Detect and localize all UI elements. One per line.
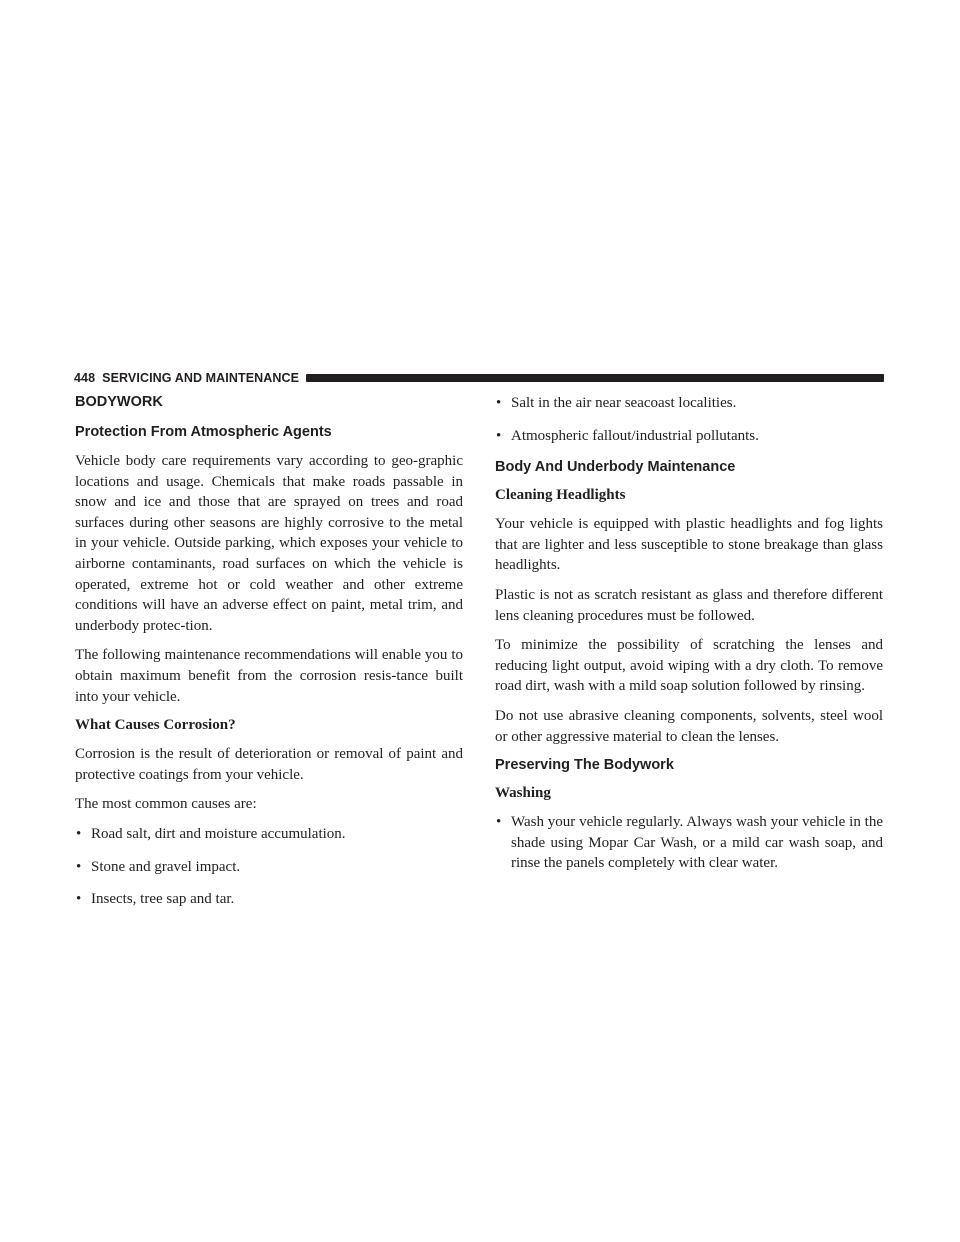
subsection-title: Preserving The Bodywork xyxy=(495,757,674,774)
list-item: • Insects, tree sap and tar. xyxy=(75,889,463,910)
paragraph: The most common causes are: xyxy=(75,796,257,813)
right-column xyxy=(495,393,883,886)
bullet-icon: • xyxy=(76,891,82,908)
paragraph: To minimize the possibility of scratching the lenses and reducing light output, avoid wiping with a dry cloth. To remove road dirt, wash with a mild soap solution followed by rinsing. xyxy=(495,637,883,695)
bullet-list xyxy=(495,812,883,874)
left-column xyxy=(75,393,463,922)
bullet-icon: • xyxy=(76,825,82,842)
list-item: • Road salt, dirt and moisture accumulation. xyxy=(75,824,463,845)
list-item: • Stone and gravel impact. xyxy=(75,857,463,878)
section-title: BODYWORK xyxy=(75,394,163,410)
subsection-title: Body And Underbody Maintenance xyxy=(495,459,736,476)
paragraph: Vehicle body care requirements vary according to geo-graphic locations and usage. Chemicals that make roads passable in snow and ice and those that are sprayed on trees and road surfaces during other seasons are highly corrosive to the metal in your vehicle. Outside parking, which exposes your vehicle to airborne contaminants, road surfaces on which the vehicle is operated, extreme hot or cold weather and other extreme conditions will have an adverse effect on paint, metal trim, and underbody protec-tion. xyxy=(75,453,463,634)
subsection-title: Protection From Atmospheric Agents xyxy=(75,424,332,440)
topic-heading: What Causes Corrosion? xyxy=(75,717,236,734)
list-item: • Wash your vehicle regularly. Always wash your vehicle in the shade using Mopar Car Wash, or a mild car wash soap, and rinse the panels completely with clear water. xyxy=(496,814,883,872)
header-rule xyxy=(306,374,884,382)
paragraph: Plastic is not as scratch resistant as glass and therefore different lens cleaning procedures must be followed. xyxy=(495,586,883,624)
paragraph: The following maintenance recommendations will enable you to obtain maximum benefit from the corrosion resis-tance built into your vehicle. xyxy=(75,647,463,705)
bullet-icon: • xyxy=(496,427,502,444)
paragraph: Do not use abrasive cleaning components, solvents, steel wool or other aggressive material to clean the lenses. xyxy=(495,707,883,745)
list-item: • Atmospheric fallout/industrial pollutants. xyxy=(495,426,883,447)
paragraph: Your vehicle is equipped with plastic headlights and fog lights that are lighter and less susceptible to stone breakage than glass headlights. xyxy=(495,516,883,574)
list-item: • Salt in the air near seacoast localities. xyxy=(495,393,883,414)
topic-heading: Washing xyxy=(495,785,551,802)
bullet-icon: • xyxy=(496,814,502,831)
running-header xyxy=(74,370,884,386)
bullet-list xyxy=(495,393,883,446)
paragraph: Corrosion is the result of deterioration or removal of paint and protective coatings from your vehicle. xyxy=(75,746,463,783)
page-number: 448 xyxy=(74,371,96,385)
bullet-list xyxy=(75,824,463,910)
bullet-icon: • xyxy=(76,858,82,875)
bullet-icon: • xyxy=(496,395,502,411)
topic-heading: Cleaning Headlights xyxy=(495,487,626,504)
section-name: SERVICING AND MAINTENANCE xyxy=(102,371,300,385)
